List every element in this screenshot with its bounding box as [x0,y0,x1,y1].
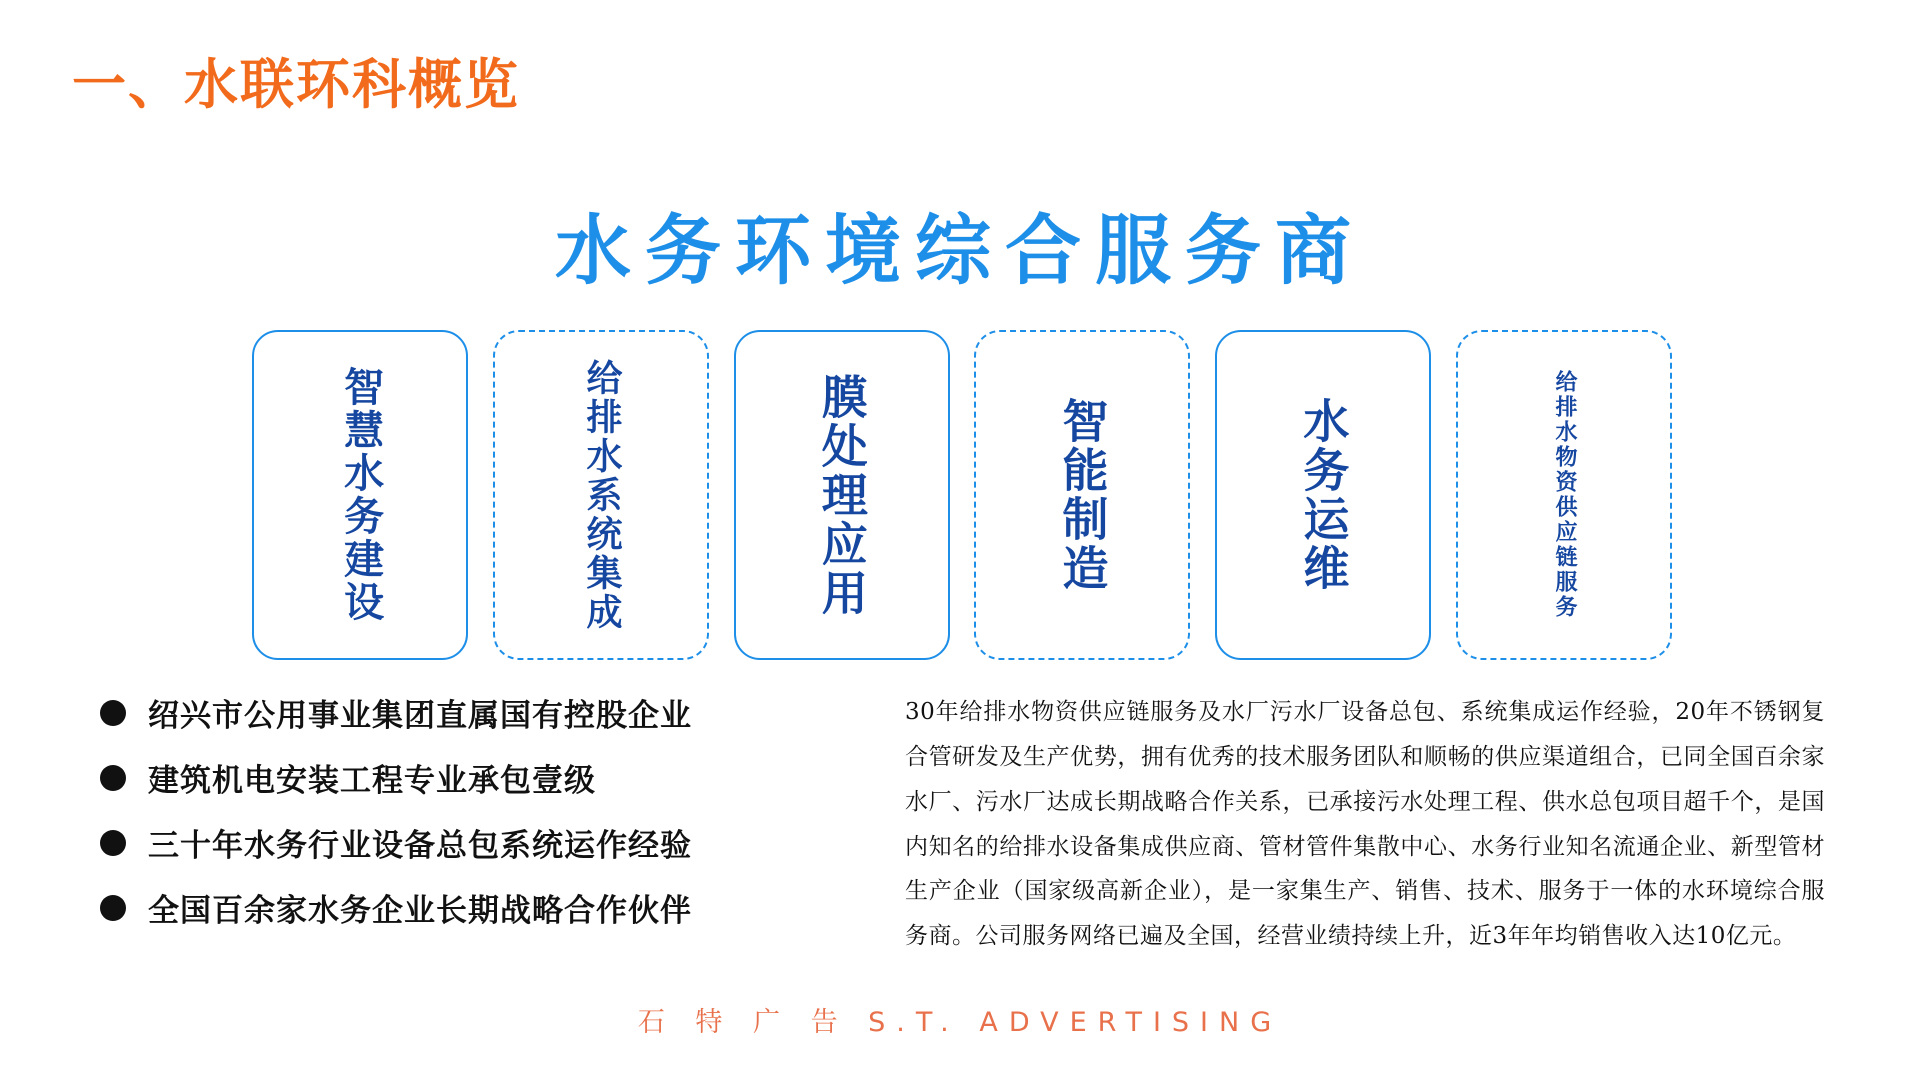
capability-card-row [252,330,1672,660]
list-item [100,690,880,735]
capability-card[interactable] [1215,330,1431,660]
headline: 水务环境综合服务商 [555,206,1365,295]
capability-card-label: 给排水物资供应链服务 [1551,370,1577,620]
list-item-label: 绍兴市公用事业集团直属国有控股企业 [148,698,692,734]
list-item-label: 三十年水务行业设备总包系统运作经验 [148,828,692,864]
capability-card-label: 智慧水务建设 [337,366,384,624]
footer-watermark: 石 特 广 告 S.T. ADVERTISING [637,1007,1283,1038]
list-item [100,820,880,865]
list-item [100,755,880,800]
company-description: 30年给排水物资供应链服务及水厂污水厂设备总包、系统集成运作经验，20年不锈钢复合管研发及生产优势，拥有优秀的技术服务团队和顺畅的供应渠道组合，已同全国百余家水厂、污水厂达成长期战略合作关系，已承接污水处理工程、供水总包项目超千个，是国内知名的给排水设备集成供应商、管材管件集散中心、水务行业知名流通企业、新型管材生产企业（国家级高新企业），是一家集生产、销售、技术、服务于一体的水环境综合服务商。公司服务网络已遍及全国，经营业绩持续上升，近3年年均销售收入达10亿元。 [905,699,1825,950]
capability-card-label: 膜处理应用 [814,372,869,618]
bullet-dot-icon [100,700,126,726]
list-item-label: 全国百余家水务企业长期战略合作伙伴 [148,893,692,929]
list-item [100,885,880,930]
highlight-list [100,690,880,950]
page-title: 一、水联环科概览 [72,53,520,116]
bullet-dot-icon [100,765,126,791]
capability-card[interactable] [493,330,709,660]
capability-card-label: 智能制造 [1055,397,1110,593]
capability-card-label: 水务运维 [1296,397,1351,593]
capability-card[interactable] [974,330,1190,660]
list-item-label: 建筑机电安装工程专业承包壹级 [148,763,596,799]
capability-card[interactable] [734,330,950,660]
capability-card[interactable] [252,330,468,660]
capability-card[interactable] [1456,330,1672,660]
capability-card-label: 给排水系统集成 [581,358,623,632]
bullet-dot-icon [100,895,126,921]
bullet-dot-icon [100,830,126,856]
